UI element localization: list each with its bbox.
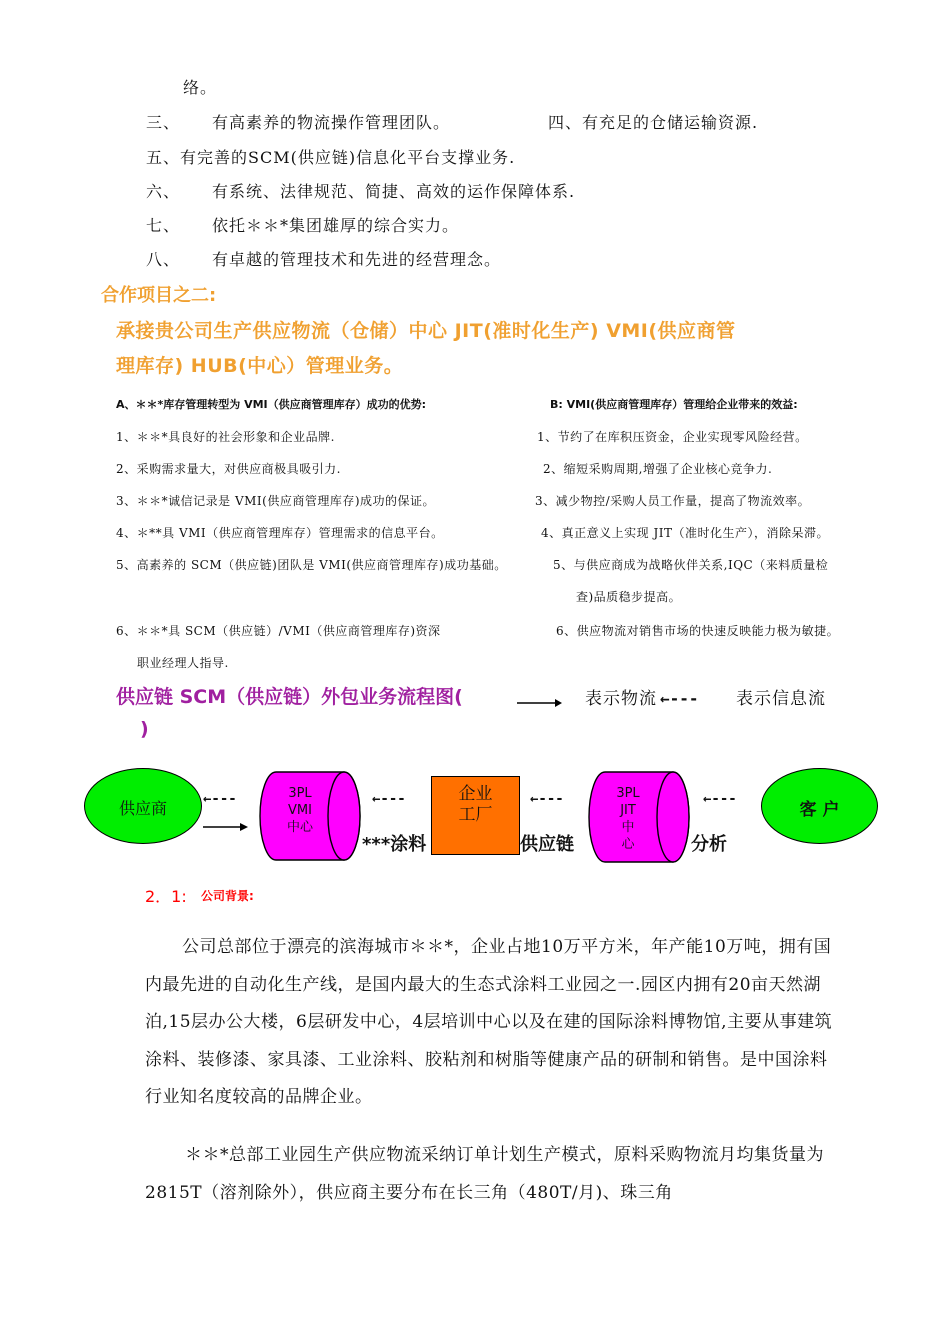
legend-info-arrow-icon: ←--- <box>660 689 699 708</box>
list-item-8-text: 有卓越的管理技术和先进的经营理念。 <box>212 250 502 269</box>
info-flow-arrow-icon: ←--- <box>703 791 737 807</box>
left-list-item: 5、高素养的 SCM（供应链)团队是 VMI(供应商管理库存)成功基础。 <box>116 558 507 572</box>
project-title-line2: 理库存) HUB(中心）管理业务。 <box>116 355 404 377</box>
list-item-7-text: 依托＊＊*集团雄厚的综合实力。 <box>212 216 460 235</box>
legend-goods-arrow-icon <box>515 696 563 710</box>
supplier-label: 供应商 <box>118 799 167 818</box>
left-list-item: 4、＊**具 VMI（供应商管理库存）管理需求的信息平台。 <box>116 526 444 540</box>
goods-flow-arrow-icon <box>203 821 249 833</box>
jit-label-line3: 中 <box>621 820 635 835</box>
flow-title-line2: ) <box>140 718 149 740</box>
vmi-label-line2: VMI <box>288 803 312 818</box>
list-item-8-number: 八、 <box>146 250 181 269</box>
flow-title-line1: 供应链 SCM（供应链）外包业务流程图( <box>116 686 463 708</box>
jit-label-line1: 3PL <box>616 786 640 801</box>
background-heading-label: 公司背景: <box>201 889 254 903</box>
list-item-3-number: 三、 <box>146 113 181 132</box>
left-list-item: 1、＊＊*具良好的社会形象和企业品牌. <box>116 430 335 444</box>
list-line-continuation: 络。 <box>183 78 218 97</box>
jit-label-line2: JIT <box>620 803 636 818</box>
customer-label: 客 户 <box>799 800 840 820</box>
background-paragraph-1: 公司总部位于漂亮的滨海城市＊＊*，企业占地10万平方米，年产能10万吨，拥有国内最先进的自动化生产线，是国内最大的生态式涂料工业园之一.园区内拥有20亩天然湖泊,15层办公大楼，6层研发中心，4层培训中心以及在建的国际涂料博物馆,主要从事建筑涂料、装修漆、家具漆、工业涂料、胶粘剂和树脂等健康产品的研制和销售。是中国涂料行业知名度较高的品牌企业。 <box>145 937 833 1107</box>
right-list-item: 4、真正意义上实现 JIT（准时化生产），消除呆滞。 <box>541 526 830 540</box>
legend-info-label: 表示信息流 <box>736 689 826 709</box>
vmi-label-line3: 中心 <box>286 820 313 835</box>
info-flow-arrow-icon: ←--- <box>203 791 237 807</box>
list-item-4: 四、有充足的仓储运输资源. <box>548 113 759 132</box>
list-item-6-text: 有系统、法律规范、简捷、高效的运作保障体系. <box>212 182 576 201</box>
right-list-item-continuation: 查)品质稳步提高。 <box>576 590 682 604</box>
right-list-item: 6、供应物流对销售市场的快速反映能力极为敏捷。 <box>556 624 840 638</box>
left-list-item-continuation: 职业经理人指导. <box>137 656 229 670</box>
comparison-left-heading: A、＊＊*库存管理转型为 VMI（供应商管理库存）成功的优势: <box>116 398 427 411</box>
background-paragraph-2: ＊＊*总部工业园生产供应物流采纳订单计划生产模式，原料采购物流月均集货量为2815T（溶剂除外），供应商主要分布在长三角（480T/月)、珠三角 <box>145 1145 824 1203</box>
right-list-item: 3、减少物控/采购人员工作量，提高了物流效率。 <box>535 494 811 508</box>
info-flow-arrow-icon: ←--- <box>372 791 406 807</box>
left-list-item: 6、＊＊*具 SCM（供应链）/VMI（供应商管理库存)资深 <box>116 624 441 638</box>
factory-label-line1: 企业 <box>458 784 493 804</box>
comparison-right-heading: B: VMI(供应商管理库存）管理给企业带来的效益: <box>550 398 798 411</box>
background-heading-number: 2．1: <box>145 887 187 906</box>
list-item-7-number: 七、 <box>146 216 181 235</box>
overlay-text-mid: 供应链 <box>520 834 574 855</box>
project-title-line1: 承接贵公司生产供应物流（仓储）中心 JIT(准时化生产) VMI(供应商管 <box>116 320 736 342</box>
list-item-3-text: 有高素养的物流操作管理团队。 <box>212 113 451 132</box>
legend-goods-label: 表示物流 <box>585 689 657 709</box>
left-list-item: 2、采购需求量大，对供应商极具吸引力. <box>116 462 341 476</box>
overlay-text-left: ***涂料 <box>362 834 427 855</box>
factory-label-line2: 工厂 <box>458 805 493 825</box>
overlay-text-right: 分析 <box>691 834 727 855</box>
list-item-5: 五、有完善的SCM(供应链)信息化平台支撑业务. <box>146 148 516 167</box>
list-item-6-number: 六、 <box>146 182 181 201</box>
right-list-item: 1、节约了在库积压资金，企业实现零风险经营。 <box>537 430 808 444</box>
right-list-item: 5、与供应商成为战略伙伴关系,IQC（来料质量检 <box>553 558 829 572</box>
project-heading: 合作项目之二: <box>101 285 217 306</box>
info-flow-arrow-icon: ←--- <box>530 791 564 807</box>
vmi-label-line1: 3PL <box>288 786 312 801</box>
left-list-item: 3、＊＊*诚信记录是 VMI(供应商管理库存)成功的保证。 <box>116 494 436 508</box>
right-list-item: 2、缩短采购周期,增强了企业核心竞争力. <box>543 462 773 476</box>
jit-label-line4: 心 <box>621 837 635 852</box>
